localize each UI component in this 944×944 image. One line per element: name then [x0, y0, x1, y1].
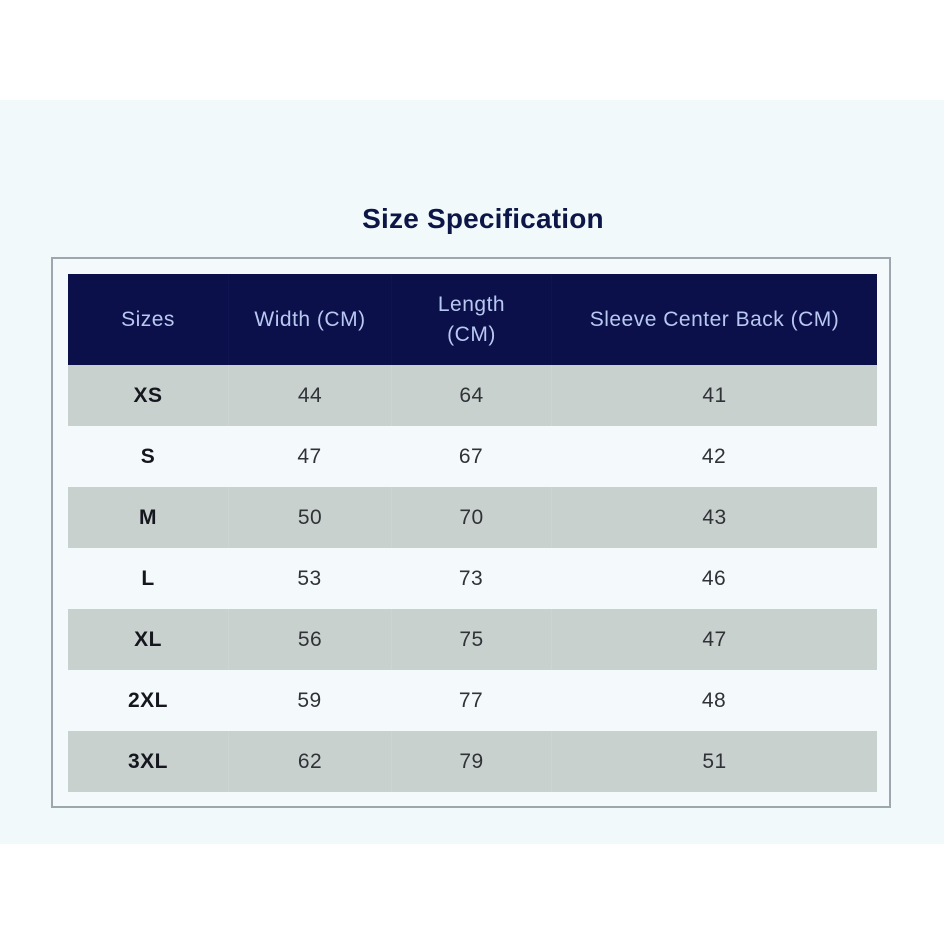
page-title: Size Specification [362, 203, 604, 234]
length-value: 70 [391, 487, 551, 548]
width-value: 53 [297, 566, 322, 590]
size-label: L [141, 566, 155, 590]
table-row [68, 487, 877, 548]
header-width: Width (CM) [228, 274, 391, 365]
length-value: 79 [391, 731, 551, 792]
width-value: 47 [297, 444, 322, 468]
width-value: 62 [228, 731, 391, 792]
width-value: 44 [228, 365, 391, 426]
sleeve-value: 46 [701, 566, 727, 590]
width-value: 59 [297, 688, 322, 712]
size-label: XS [133, 383, 163, 407]
size-label: M [139, 505, 157, 529]
table-row [68, 426, 877, 487]
sleeve-value: 42 [701, 444, 727, 468]
table-row [68, 731, 877, 792]
size-label: S [140, 444, 156, 468]
table-header-row [68, 274, 877, 365]
header-length: Length (CM) [391, 274, 551, 365]
header-sizes: Sizes [121, 307, 175, 331]
width-value: 56 [228, 609, 391, 670]
sleeve-value: 43 [551, 487, 877, 548]
width-value: 50 [228, 487, 391, 548]
sleeve-value: 41 [551, 365, 877, 426]
sleeve-value: 47 [551, 609, 877, 670]
length-value: 67 [458, 444, 484, 468]
size-label: XL [134, 627, 162, 651]
table-row [68, 670, 877, 731]
sleeve-value: 48 [701, 688, 727, 712]
size-label: 2XL [127, 688, 168, 712]
table-row [68, 548, 877, 609]
table-row [68, 609, 877, 670]
length-value: 77 [458, 688, 484, 712]
sleeve-value: 51 [551, 731, 877, 792]
table-row [68, 365, 877, 426]
size-label: 3XL [127, 749, 168, 773]
length-value: 64 [391, 365, 551, 426]
header-sleeve-center-back: Sleeve Center Back (CM) [551, 274, 877, 365]
size-table [68, 274, 877, 792]
length-value: 73 [458, 566, 484, 590]
length-value: 75 [391, 609, 551, 670]
